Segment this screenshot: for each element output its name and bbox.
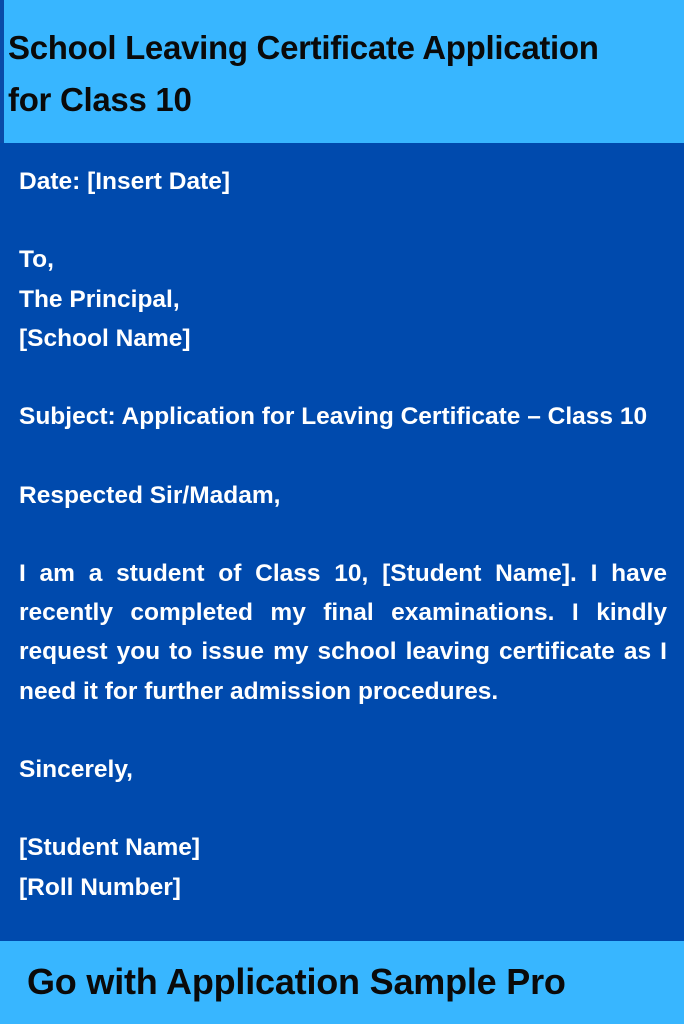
- letter-roll-number: [Roll Number]: [19, 873, 181, 901]
- title-line-2: for Class 10: [8, 81, 192, 118]
- letter-body-paragraph: I am a student of Class 10, [Student Name]. I have recently completed my final examinations. I kindly request you to issue my school leaving certificate as I need it for further admission procedures.: [19, 559, 667, 705]
- letter-salutation: Respected Sir/Madam,: [19, 481, 281, 509]
- spacer: [19, 436, 667, 475]
- letter-date: Date: [Insert Date]: [19, 168, 231, 195]
- spacer: [19, 789, 667, 828]
- letter-recipient: The Principal,: [19, 285, 180, 313]
- spacer: [19, 515, 667, 554]
- letter-closing: Sincerely,: [19, 755, 133, 783]
- page-title: [8, 22, 678, 126]
- spacer: [19, 358, 667, 397]
- footer-text: Go with Application Sample Pro: [27, 961, 566, 1002]
- footer-banner: [0, 941, 684, 1024]
- title-line-1: School Leaving Certificate Application: [8, 29, 599, 66]
- letter-school-name: [School Name]: [19, 324, 191, 352]
- letter-body: [0, 143, 684, 941]
- header-banner: [0, 0, 684, 143]
- letter-subject: Subject: Application for Leaving Certificate – Class 10: [19, 403, 648, 431]
- spacer: [19, 711, 667, 750]
- letter-to: To,: [19, 246, 54, 274]
- spacer: [19, 201, 667, 240]
- letter-student-name: [Student Name]: [19, 834, 201, 862]
